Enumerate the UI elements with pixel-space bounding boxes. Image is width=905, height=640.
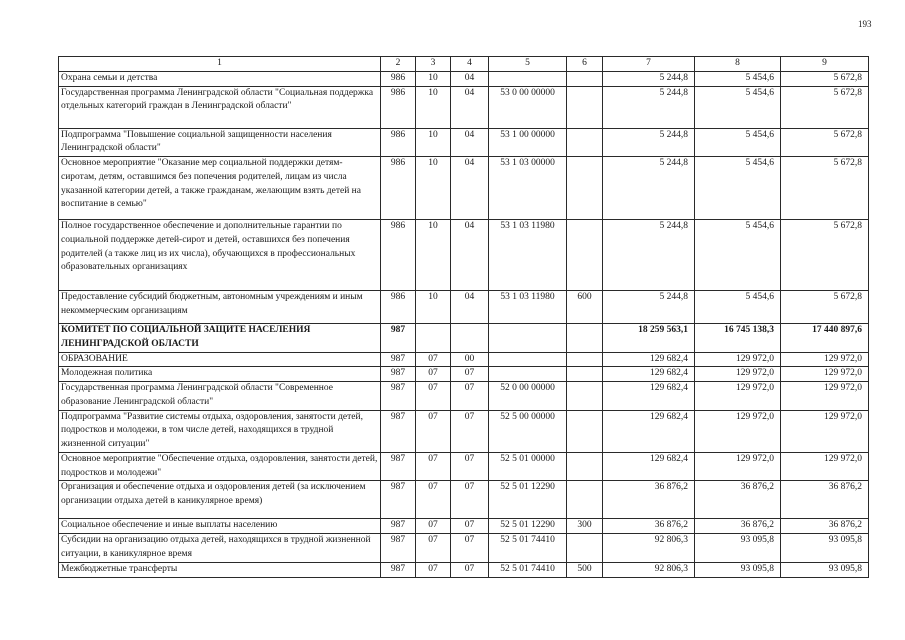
- cell-amount-3: 129 972,0: [781, 410, 869, 452]
- cell-section: 07: [416, 481, 451, 519]
- cell-amount-3: 5 672,8: [781, 128, 869, 157]
- row-name: Государственная программа Ленинградской области "Современное образование Ленинградской области": [59, 382, 381, 411]
- cell-amount-1: 92 806,3: [603, 534, 695, 563]
- cell-section: 07: [416, 534, 451, 563]
- cell-target-code: 53 1 03 00000: [489, 157, 567, 220]
- cell-amount-2: 5 454,6: [695, 220, 781, 291]
- cell-amount-2: 129 972,0: [695, 352, 781, 367]
- cell-amount-1: 5 244,8: [603, 128, 695, 157]
- cell-subsection: 07: [451, 481, 489, 519]
- cell-expense-type: [567, 352, 603, 367]
- cell-ministry: 987: [381, 519, 416, 534]
- cell-ministry: 987: [381, 410, 416, 452]
- cell-section: 10: [416, 86, 451, 128]
- cell-target-code: 52 0 00 00000: [489, 382, 567, 411]
- table-row: [59, 220, 869, 291]
- cell-ministry: 987: [381, 534, 416, 563]
- cell-amount-3: 36 876,2: [781, 481, 869, 519]
- cell-amount-1: 5 244,8: [603, 220, 695, 291]
- cell-amount-1: 129 682,4: [603, 352, 695, 367]
- cell-amount-2: 129 972,0: [695, 367, 781, 382]
- cell-amount-1: 18 259 563,1: [603, 324, 695, 353]
- cell-amount-1: 129 682,4: [603, 367, 695, 382]
- cell-amount-2: 16 745 138,3: [695, 324, 781, 353]
- cell-target-code: [489, 352, 567, 367]
- cell-amount-3: 5 672,8: [781, 291, 869, 324]
- cell-amount-3: 36 876,2: [781, 519, 869, 534]
- cell-amount-3: 93 095,8: [781, 563, 869, 578]
- column-header: 2: [381, 57, 416, 72]
- cell-target-code: 52 5 01 12290: [489, 519, 567, 534]
- column-header: 9: [781, 57, 869, 72]
- cell-amount-3: 129 972,0: [781, 352, 869, 367]
- cell-section: 07: [416, 519, 451, 534]
- cell-amount-1: 5 244,8: [603, 291, 695, 324]
- row-name: Предоставление субсидий бюджетным, автономным учреждениям и иным некоммерческим организациям: [59, 291, 381, 324]
- table-row: [59, 352, 869, 367]
- table-row: [59, 291, 869, 324]
- table-row: [59, 128, 869, 157]
- table-row: [59, 519, 869, 534]
- table-row: [59, 410, 869, 452]
- cell-ministry: 987: [381, 452, 416, 481]
- table-row: [59, 86, 869, 128]
- cell-subsection: 07: [451, 519, 489, 534]
- cell-amount-3: 5 672,8: [781, 86, 869, 128]
- table-row: [59, 452, 869, 481]
- cell-expense-type: [567, 71, 603, 86]
- cell-subsection: 07: [451, 563, 489, 578]
- cell-ministry: 987: [381, 367, 416, 382]
- cell-section: 07: [416, 352, 451, 367]
- cell-amount-1: 92 806,3: [603, 563, 695, 578]
- row-name: Межбюджетные трансферты: [59, 563, 381, 578]
- table-row: [59, 367, 869, 382]
- page-number: 193: [858, 19, 872, 29]
- cell-amount-3: 129 972,0: [781, 382, 869, 411]
- cell-amount-3: 5 672,8: [781, 220, 869, 291]
- cell-expense-type: [567, 410, 603, 452]
- cell-amount-1: 36 876,2: [603, 481, 695, 519]
- row-name: Подпрограмма "Развитие системы отдыха, оздоровления, занятости детей, подростков и молодежи, в том числе детей, находящихся в трудной жизненной ситуации": [59, 410, 381, 452]
- cell-amount-2: 93 095,8: [695, 534, 781, 563]
- column-header: 7: [603, 57, 695, 72]
- cell-subsection: 04: [451, 86, 489, 128]
- cell-amount-2: 36 876,2: [695, 519, 781, 534]
- cell-amount-3: 5 672,8: [781, 71, 869, 86]
- cell-amount-1: 129 682,4: [603, 410, 695, 452]
- table-row: [59, 157, 869, 220]
- budget-table: [58, 56, 869, 578]
- cell-expense-type: [567, 324, 603, 353]
- cell-amount-2: 129 972,0: [695, 410, 781, 452]
- cell-target-code: 53 0 00 00000: [489, 86, 567, 128]
- row-name: Подпрограмма "Повышение социальной защищенности населения Ленинградской области": [59, 128, 381, 157]
- column-header: 8: [695, 57, 781, 72]
- cell-ministry: 986: [381, 86, 416, 128]
- cell-amount-1: 5 244,8: [603, 86, 695, 128]
- row-name: Социальное обеспечение и иные выплаты населению: [59, 519, 381, 534]
- cell-amount-1: 129 682,4: [603, 382, 695, 411]
- cell-ministry: 987: [381, 481, 416, 519]
- cell-section: 10: [416, 128, 451, 157]
- cell-amount-3: 129 972,0: [781, 367, 869, 382]
- table-row: [59, 563, 869, 578]
- cell-expense-type: [567, 452, 603, 481]
- row-name: Государственная программа Ленинградской области "Социальная поддержка отдельных категорий граждан в Ленинградской области": [59, 86, 381, 128]
- row-name: Организация и обеспечение отдыха и оздоровления детей (за исключением организации отдыха детей в каникулярное время): [59, 481, 381, 519]
- cell-ministry: 986: [381, 128, 416, 157]
- column-header: 1: [59, 57, 381, 72]
- cell-target-code: [489, 71, 567, 86]
- cell-expense-type: [567, 382, 603, 411]
- cell-amount-3: 17 440 897,6: [781, 324, 869, 353]
- cell-section: 07: [416, 410, 451, 452]
- cell-expense-type: [567, 128, 603, 157]
- table-row: [59, 382, 869, 411]
- table-row: [59, 324, 869, 353]
- cell-subsection: 04: [451, 157, 489, 220]
- cell-section: 07: [416, 367, 451, 382]
- cell-ministry: 987: [381, 382, 416, 411]
- row-name: Полное государственное обеспечение и дополнительные гарантии по социальной поддержке детей-сирот и детей, оставшихся без попечения родителей (а также лиц из их числа), обучающихся в профессиональных образовательных организациях: [59, 220, 381, 291]
- cell-section: 07: [416, 382, 451, 411]
- cell-target-code: 52 5 01 00000: [489, 452, 567, 481]
- cell-ministry: 987: [381, 563, 416, 578]
- cell-target-code: 52 5 00 00000: [489, 410, 567, 452]
- cell-expense-type: [567, 534, 603, 563]
- column-header: 6: [567, 57, 603, 72]
- cell-section: 10: [416, 220, 451, 291]
- row-name: Основное мероприятие "Оказание мер социальной поддержки детям-сиротам, детям, оставшимся без попечения родителей, лицам из числа указанной категории детей, а также гражданам, желающим взять детей на воспитание в семью": [59, 157, 381, 220]
- cell-section: 07: [416, 563, 451, 578]
- cell-subsection: 00: [451, 352, 489, 367]
- cell-subsection: [451, 324, 489, 353]
- cell-amount-2: 5 454,6: [695, 157, 781, 220]
- cell-target-code: 53 1 03 11980: [489, 220, 567, 291]
- table-row: [59, 71, 869, 86]
- cell-expense-type: [567, 220, 603, 291]
- cell-amount-2: 93 095,8: [695, 563, 781, 578]
- row-name: Субсидии на организацию отдыха детей, находящихся в трудной жизненной ситуации, в каникулярное время: [59, 534, 381, 563]
- cell-expense-type: [567, 157, 603, 220]
- cell-subsection: 04: [451, 71, 489, 86]
- column-header: 4: [451, 57, 489, 72]
- column-header: 5: [489, 57, 567, 72]
- cell-ministry: 987: [381, 324, 416, 353]
- row-name: КОМИТЕТ ПО СОЦИАЛЬНОЙ ЗАЩИТЕ НАСЕЛЕНИЯ ЛЕНИНГРАДСКОЙ ОБЛАСТИ: [59, 324, 381, 353]
- row-name: Основное мероприятие "Обеспечение отдыха, оздоровления, занятости детей, подростков и молодежи": [59, 452, 381, 481]
- cell-subsection: 07: [451, 410, 489, 452]
- cell-amount-3: 93 095,8: [781, 534, 869, 563]
- cell-ministry: 986: [381, 157, 416, 220]
- cell-target-code: 53 1 03 11980: [489, 291, 567, 324]
- cell-target-code: 52 5 01 74410: [489, 534, 567, 563]
- cell-expense-type: 600: [567, 291, 603, 324]
- cell-subsection: 07: [451, 367, 489, 382]
- cell-section: [416, 324, 451, 353]
- cell-ministry: 986: [381, 220, 416, 291]
- cell-amount-2: 36 876,2: [695, 481, 781, 519]
- cell-expense-type: [567, 367, 603, 382]
- cell-section: 07: [416, 452, 451, 481]
- table-header-row: [59, 57, 869, 72]
- cell-section: 10: [416, 291, 451, 324]
- cell-amount-2: 129 972,0: [695, 452, 781, 481]
- cell-amount-3: 5 672,8: [781, 157, 869, 220]
- column-header: 3: [416, 57, 451, 72]
- cell-amount-2: 5 454,6: [695, 71, 781, 86]
- cell-expense-type: 300: [567, 519, 603, 534]
- cell-expense-type: [567, 86, 603, 128]
- cell-expense-type: [567, 481, 603, 519]
- cell-subsection: 04: [451, 220, 489, 291]
- cell-section: 10: [416, 71, 451, 86]
- cell-subsection: 04: [451, 128, 489, 157]
- cell-subsection: 07: [451, 534, 489, 563]
- cell-amount-1: 129 682,4: [603, 452, 695, 481]
- cell-ministry: 986: [381, 291, 416, 324]
- cell-target-code: [489, 367, 567, 382]
- cell-subsection: 04: [451, 291, 489, 324]
- row-name: ОБРАЗОВАНИЕ: [59, 352, 381, 367]
- cell-target-code: 52 5 01 12290: [489, 481, 567, 519]
- cell-amount-3: 129 972,0: [781, 452, 869, 481]
- cell-subsection: 07: [451, 452, 489, 481]
- row-name: Охрана семьи и детства: [59, 71, 381, 86]
- cell-amount-2: 5 454,6: [695, 291, 781, 324]
- table-row: [59, 481, 869, 519]
- cell-amount-2: 5 454,6: [695, 86, 781, 128]
- row-name: Молодежная политика: [59, 367, 381, 382]
- table-row: [59, 534, 869, 563]
- cell-amount-1: 5 244,8: [603, 157, 695, 220]
- cell-ministry: 987: [381, 352, 416, 367]
- cell-target-code: [489, 324, 567, 353]
- cell-expense-type: 500: [567, 563, 603, 578]
- cell-amount-2: 5 454,6: [695, 128, 781, 157]
- cell-subsection: 07: [451, 382, 489, 411]
- cell-target-code: 52 5 01 74410: [489, 563, 567, 578]
- cell-amount-1: 36 876,2: [603, 519, 695, 534]
- cell-target-code: 53 1 00 00000: [489, 128, 567, 157]
- cell-section: 10: [416, 157, 451, 220]
- cell-amount-1: 5 244,8: [603, 71, 695, 86]
- cell-ministry: 986: [381, 71, 416, 86]
- cell-amount-2: 129 972,0: [695, 382, 781, 411]
